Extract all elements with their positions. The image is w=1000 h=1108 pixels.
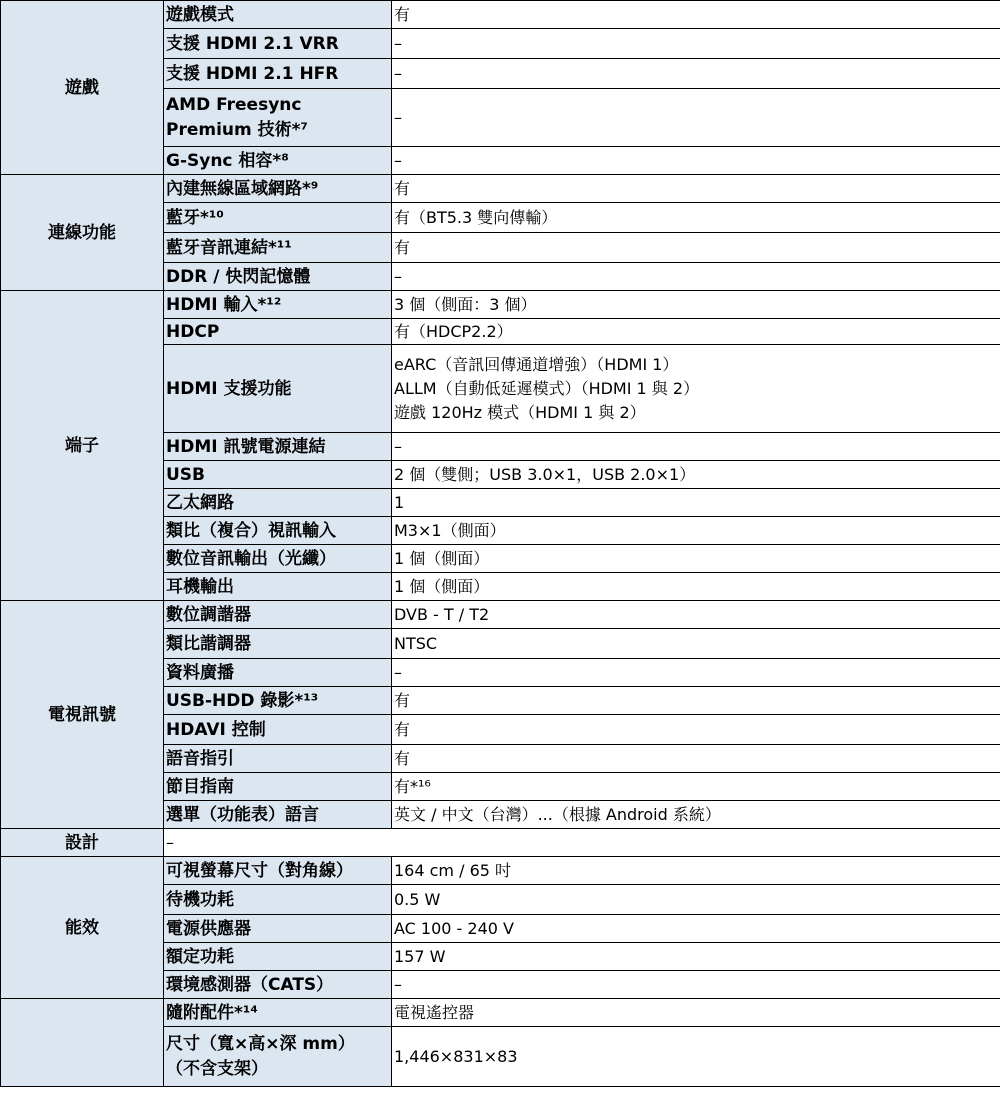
spec-value: – xyxy=(392,263,1000,291)
spec-label: 類比諧調器 xyxy=(164,629,392,659)
spec-label: 遊戲模式 xyxy=(164,1,392,29)
spec-label: 支援 HDMI 2.1 VRR xyxy=(164,29,392,59)
spec-label: 電源供應器 xyxy=(164,915,392,943)
spec-value: 1 個（側面） xyxy=(392,573,1000,601)
spec-value: NTSC xyxy=(392,629,1000,659)
spec-value: 有 xyxy=(392,745,1000,773)
spec-label: 隨附配件*¹⁴ xyxy=(164,999,392,1027)
table-row xyxy=(1,291,1000,319)
spec-value: 電視遙控器 xyxy=(392,999,1000,1027)
spec-label xyxy=(164,1027,392,1087)
category-energy: 能效 xyxy=(1,857,164,999)
spec-label: 環境感測器（CATS） xyxy=(164,971,392,999)
label-line: 尺寸（寬×高×深 mm） xyxy=(166,1033,355,1054)
spec-label: DDR / 快閃記憶體 xyxy=(164,263,392,291)
spec-value: 有 xyxy=(392,233,1000,263)
spec-value: 有 xyxy=(392,1,1000,29)
spec-value: – xyxy=(392,147,1000,175)
spec-value: AC 100 - 240 V xyxy=(392,915,1000,943)
spec-label: 藍牙音訊連結*¹¹ xyxy=(164,233,392,263)
category-misc xyxy=(1,999,164,1087)
table-row xyxy=(1,829,1000,857)
spec-value: 1 個（側面） xyxy=(392,545,1000,573)
table-row xyxy=(1,857,1000,885)
spec-value: 有*¹⁶ xyxy=(392,773,1000,801)
spec-label: HDMI 輸入*¹² xyxy=(164,291,392,319)
spec-value: 164 cm / 65 吋 xyxy=(392,857,1000,885)
spec-value: – xyxy=(392,59,1000,89)
spec-label: USB xyxy=(164,461,392,489)
value-line: 遊戲 120Hz 模式（HDMI 1 與 2） xyxy=(394,402,646,422)
spec-value: 有（HDCP2.2） xyxy=(392,319,1000,345)
spec-value: 有 xyxy=(392,175,1000,203)
spec-label: 額定功耗 xyxy=(164,943,392,971)
spec-value: – xyxy=(392,89,1000,147)
spec-label: HDMI 訊號電源連結 xyxy=(164,433,392,461)
label-line: （不含支架） xyxy=(166,1058,268,1079)
spec-value: – xyxy=(164,829,1000,857)
category-connectivity: 連線功能 xyxy=(1,175,164,291)
value-line: eARC（音訊回傳通道增強）（HDMI 1） xyxy=(394,354,679,374)
spec-label: 支援 HDMI 2.1 HFR xyxy=(164,59,392,89)
table-row xyxy=(1,999,1000,1027)
table-row xyxy=(1,1,1000,29)
spec-label: 語音指引 xyxy=(164,745,392,773)
spec-value: 0.5 W xyxy=(392,885,1000,915)
spec-label: G-Sync 相容*⁸ xyxy=(164,147,392,175)
spec-label: 內建無線區域網路*⁹ xyxy=(164,175,392,203)
spec-label: 類比（複合）視訊輸入 xyxy=(164,517,392,545)
category-design: 設計 xyxy=(1,829,164,857)
category-terminals: 端子 xyxy=(1,291,164,601)
spec-label: 可視螢幕尺寸（對角線） xyxy=(164,857,392,885)
spec-label: 選單（功能表）語言 xyxy=(164,801,392,829)
spec-label: 耳機輸出 xyxy=(164,573,392,601)
spec-value: M3×1（側面） xyxy=(392,517,1000,545)
spec-label: 資料廣播 xyxy=(164,659,392,687)
label-line: Premium 技術*⁷ xyxy=(166,119,308,140)
spec-value: 英文 / 中文（台灣）...（根據 Android 系統） xyxy=(392,801,1000,829)
spec-label: 待機功耗 xyxy=(164,885,392,915)
spec-label: 藍牙*¹⁰ xyxy=(164,203,392,233)
value-line: ALLM（自動低延遲模式）（HDMI 1 與 2） xyxy=(394,378,700,398)
spec-value: – xyxy=(392,433,1000,461)
table-row xyxy=(1,601,1000,629)
spec-value xyxy=(392,345,1000,433)
spec-value: 1,446×831×83 xyxy=(392,1027,1000,1087)
spec-value: 3 個（側面：3 個） xyxy=(392,291,1000,319)
spec-label xyxy=(164,89,392,147)
spec-value: – xyxy=(392,659,1000,687)
spec-value: – xyxy=(392,971,1000,999)
spec-label: HDCP xyxy=(164,319,392,345)
spec-label: 數位音訊輸出（光纖） xyxy=(164,545,392,573)
category-tv-signal: 電視訊號 xyxy=(1,601,164,829)
spec-value: 有 xyxy=(392,715,1000,745)
category-gaming: 遊戲 xyxy=(1,1,164,175)
spec-value: 有 xyxy=(392,687,1000,715)
spec-value: – xyxy=(392,29,1000,59)
spec-label: 節目指南 xyxy=(164,773,392,801)
spec-label: HDAVI 控制 xyxy=(164,715,392,745)
spec-value: DVB - T / T2 xyxy=(392,601,1000,629)
table-row xyxy=(1,175,1000,203)
spec-value: 1 xyxy=(392,489,1000,517)
label-line: AMD Freesync xyxy=(166,94,302,115)
spec-value: 有（BT5.3 雙向傳輸） xyxy=(392,203,1000,233)
spec-value: 2 個（雙側；USB 3.0×1，USB 2.0×1） xyxy=(392,461,1000,489)
spec-label: 數位調諧器 xyxy=(164,601,392,629)
spec-label: 乙太網路 xyxy=(164,489,392,517)
spec-value: 157 W xyxy=(392,943,1000,971)
spec-label: USB-HDD 錄影*¹³ xyxy=(164,687,392,715)
spec-label: HDMI 支援功能 xyxy=(164,345,392,433)
